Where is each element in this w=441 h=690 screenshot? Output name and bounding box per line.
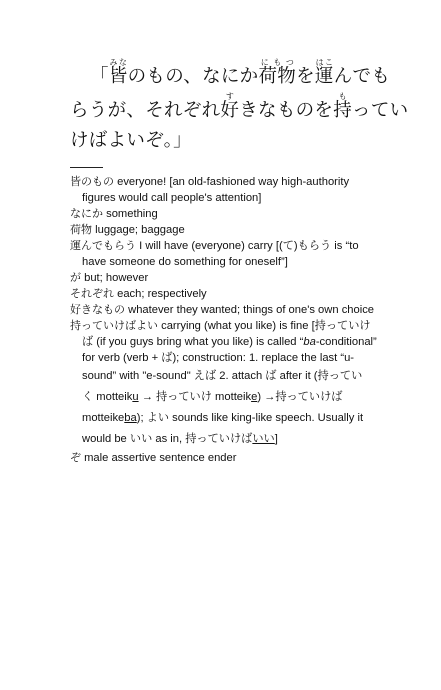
glossary-definition: male assertive sentence ender [81,452,237,464]
glossary-term: 荷物 [70,223,92,236]
glossary-entry [70,270,410,286]
glossary-entry [70,302,410,318]
sentence-text: んでも [333,66,391,87]
glossary-entry [70,450,410,466]
glossary-term: 持っていけばよい [70,319,158,332]
ruby-word: 運はこ [314,58,334,87]
glossary-definition: whatever they wanted; things of one's own choice [125,304,375,316]
glossary-entry [70,238,410,254]
ruby-word: 持も [333,92,353,121]
glossary-definition: everyone! [an old-fashioned way high-authority [114,176,350,188]
open-quote: 「 [90,66,109,87]
glossary-definition: something [103,208,158,220]
glossary-entry-continuation: く motteiku → 持っていけ motteike) →持っていけば [82,391,343,403]
glossary-entry [70,222,410,238]
sentence-text: ってい [352,100,409,121]
glossary-term: 運んでもらう [70,239,136,252]
italic-term: ba [303,336,316,348]
glossary-definition: but; however [81,272,149,284]
glossary-entry-continuation: would be いい as in, 持っていけばいい] [82,433,278,445]
glossary-entry [70,318,410,334]
glossary-term: が [70,271,81,284]
japanese-sentence [70,58,415,156]
sentence-line-3: けばよいぞ。」 [70,130,192,151]
underlined-word: いい [252,433,275,445]
ruby-word: 好す [220,92,240,121]
sentence-text: らうが、それぞれ [70,100,221,121]
underlined-sound: ba [124,412,137,424]
glossary-term: それぞれ [70,287,114,300]
glossary-term: 好きなもの [70,303,125,316]
ruby-word: 荷物にもつ [258,58,297,87]
glossary-definition: carrying (what you like) is fine [持っていけ [158,320,371,332]
underlined-sound: u [132,391,139,403]
glossary-definition: each; respectively [114,288,207,300]
glossary-entry-continuation: motteikeba); よい sounds like king-like speech. Usually it [82,412,364,424]
underlined-sound: e [251,391,258,403]
glossary-entry [70,206,410,222]
glossary-term: 皆のもの [70,175,114,188]
sentence-line-2 [70,92,415,126]
glossary-term: ぞ [70,451,81,464]
sentence-line-1 [70,58,415,92]
sentence-text: のもの、なにか [127,66,259,87]
glossary-entry-continuation: have someone do something for oneself”] [82,256,288,268]
glossary-entry-continuation: for verb (verb + ば); construction: 1. replace the last “u- [82,352,355,364]
glossary-entry-continuation: figures would call people's attention] [82,192,262,204]
ruby-word: 皆みな [108,58,128,87]
glossary-definition: I will have (everyone) carry [(て)もらう is “to [136,240,359,252]
glossary-entry [70,174,410,190]
glossary [70,174,410,466]
footnote-divider [70,167,103,168]
glossary-entry [70,286,410,302]
glossary-term: なにか [70,207,103,220]
glossary-definition: luggage; baggage [92,224,185,236]
sentence-text: を [296,66,315,87]
glossary-entry-continuation: ば (if you guys bring what you like) is called “ba-conditional” [82,336,377,348]
glossary-entry-continuation: sound” with "e-sound" えば 2. attach ば after it (持ってい [82,370,363,382]
sentence-text: きなものを [239,100,334,121]
